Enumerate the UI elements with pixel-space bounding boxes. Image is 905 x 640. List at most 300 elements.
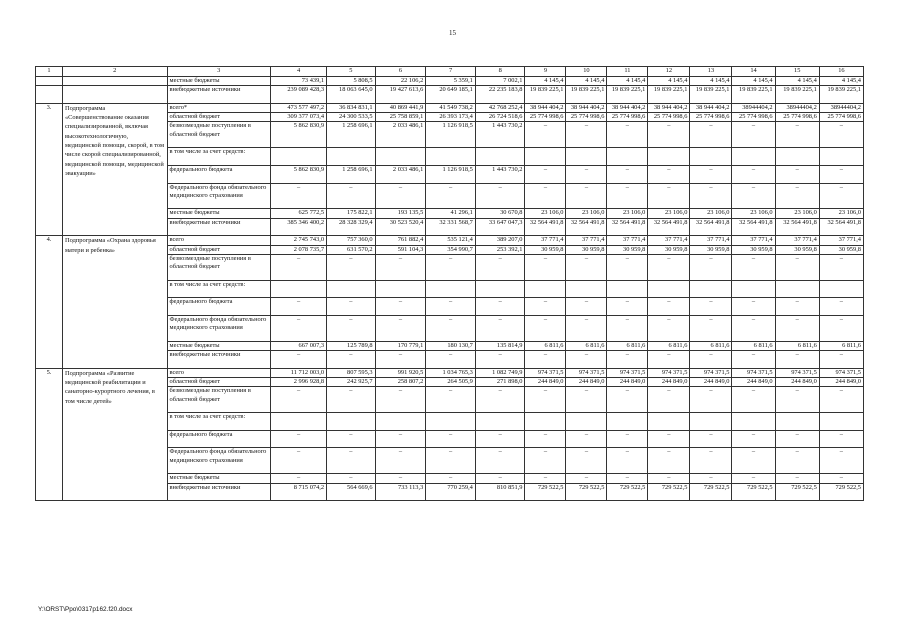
empty-program-cell [62, 86, 167, 104]
value-cell [525, 413, 566, 431]
value-cell: – [775, 387, 819, 413]
funding-source-label: внебюджетные источники [167, 483, 271, 501]
value-cell: – [271, 387, 327, 413]
value-cell: 770 259,4 [426, 483, 476, 501]
funding-source-label: областной бюджет [167, 113, 271, 122]
value-cell: – [271, 351, 327, 369]
value-cell [426, 280, 476, 298]
value-cell: 1 034 765,3 [426, 368, 476, 377]
value-cell [375, 413, 426, 431]
empty-number-cell [36, 86, 63, 104]
funding-source-label: местные бюджеты [167, 474, 271, 483]
value-cell: – [271, 298, 327, 316]
value-cell: 1 126 918,5 [426, 122, 476, 148]
value-cell: – [690, 165, 732, 183]
column-number-13: 13 [690, 67, 732, 77]
funding-source-label: федерального бюджета [167, 165, 271, 183]
value-cell [819, 148, 863, 166]
funding-table [35, 66, 864, 501]
value-cell: – [607, 298, 648, 316]
value-cell: 271 898,0 [475, 378, 525, 387]
value-cell: 5 862 830,9 [271, 122, 327, 148]
value-cell: – [775, 448, 819, 474]
column-number-16: 16 [819, 67, 863, 77]
value-cell: 729 522,5 [775, 483, 819, 501]
value-cell: 810 851,9 [475, 483, 525, 501]
value-cell: – [426, 387, 476, 413]
value-cell: 37 771,4 [648, 236, 690, 245]
value-cell: – [819, 430, 863, 448]
value-cell: 25 774 998,6 [648, 113, 690, 122]
value-cell: – [426, 316, 476, 342]
value-cell: 19 839 225,1 [607, 86, 648, 104]
value-cell: 25 774 998,6 [775, 113, 819, 122]
value-cell: 36 834 831,1 [327, 103, 376, 112]
value-cell: 30 959,8 [732, 245, 775, 254]
value-cell: – [375, 430, 426, 448]
value-cell: – [475, 387, 525, 413]
value-cell: 38 944 404,2 [690, 103, 732, 112]
program-number: 3. [36, 103, 63, 235]
value-cell: – [271, 183, 327, 209]
value-cell: 38 944 404,2 [566, 103, 607, 112]
value-cell: – [690, 183, 732, 209]
value-cell: 23 106,0 [648, 209, 690, 218]
value-cell: – [375, 387, 426, 413]
value-cell: – [475, 351, 525, 369]
value-cell: 37 771,4 [819, 236, 863, 245]
value-cell: 242 925,7 [327, 378, 376, 387]
value-cell: 19 839 225,1 [732, 86, 775, 104]
value-cell: 73 439,1 [271, 77, 327, 86]
value-cell: 32 564 491,8 [732, 218, 775, 236]
value-cell: 38944404,2 [732, 103, 775, 112]
value-cell: – [475, 254, 525, 280]
value-cell: 2 996 928,8 [271, 378, 327, 387]
value-cell: – [732, 316, 775, 342]
value-cell: 729 522,5 [648, 483, 690, 501]
value-cell: 23 106,0 [607, 209, 648, 218]
table-row [36, 103, 864, 112]
value-cell [327, 148, 376, 166]
value-cell: – [566, 351, 607, 369]
value-cell: – [775, 254, 819, 280]
value-cell: 244 849,0 [525, 378, 566, 387]
value-cell: 32 564 491,8 [648, 218, 690, 236]
value-cell: – [819, 387, 863, 413]
file-path-footer: Y:\ORST\Ppo\0317p162.f20.docx [38, 606, 133, 613]
empty-program-cell [62, 77, 167, 86]
value-cell: 729 522,5 [690, 483, 732, 501]
value-cell: – [732, 298, 775, 316]
value-cell: 38 944 404,2 [607, 103, 648, 112]
value-cell: 37 771,4 [775, 236, 819, 245]
value-cell: – [271, 254, 327, 280]
value-cell: 1 126 918,5 [426, 165, 476, 183]
value-cell: – [690, 298, 732, 316]
value-cell: – [819, 316, 863, 342]
value-cell: 625 772,5 [271, 209, 327, 218]
value-cell: 1 082 749,9 [475, 368, 525, 377]
value-cell: 4 145,4 [732, 77, 775, 86]
funding-source-label: в том числе за счет средств: [167, 413, 271, 431]
value-cell [732, 413, 775, 431]
value-cell: 729 522,5 [607, 483, 648, 501]
value-cell: – [732, 430, 775, 448]
value-cell: 5 808,5 [327, 77, 376, 86]
funding-source-label: всего* [167, 103, 271, 112]
value-cell: 193 135,5 [375, 209, 426, 218]
value-cell: – [525, 316, 566, 342]
value-cell: – [648, 165, 690, 183]
funding-source-label: федерального бюджета [167, 298, 271, 316]
funding-source-label: внебюджетные источники [167, 218, 271, 236]
value-cell [607, 148, 648, 166]
value-cell: 244 849,0 [775, 378, 819, 387]
value-cell [648, 148, 690, 166]
value-cell: – [271, 316, 327, 342]
value-cell [566, 280, 607, 298]
value-cell: – [566, 183, 607, 209]
value-cell: – [732, 448, 775, 474]
value-cell: 974 371,5 [819, 368, 863, 377]
value-cell: 38 944 404,2 [648, 103, 690, 112]
value-cell: – [566, 448, 607, 474]
value-cell: 23 106,0 [566, 209, 607, 218]
value-cell: – [607, 448, 648, 474]
value-cell: 4 145,4 [819, 77, 863, 86]
value-cell [327, 413, 376, 431]
empty-number-cell [36, 77, 63, 86]
header-row [36, 67, 864, 77]
value-cell [648, 280, 690, 298]
value-cell: – [566, 474, 607, 483]
value-cell: – [732, 122, 775, 148]
value-cell: 32 331 568,7 [426, 218, 476, 236]
value-cell: – [327, 254, 376, 280]
column-number-1: 1 [36, 67, 63, 77]
value-cell: 253 392,1 [475, 245, 525, 254]
value-cell: 30 959,8 [819, 245, 863, 254]
value-cell: 757 360,0 [327, 236, 376, 245]
value-cell: – [819, 351, 863, 369]
value-cell: – [327, 448, 376, 474]
value-cell: 180 130,7 [426, 341, 476, 350]
value-cell: – [426, 254, 476, 280]
value-cell: 729 522,5 [732, 483, 775, 501]
value-cell [271, 280, 327, 298]
value-cell: 4 145,4 [648, 77, 690, 86]
value-cell: – [732, 387, 775, 413]
value-cell: 1 258 696,1 [327, 165, 376, 183]
value-cell: 354 990,7 [426, 245, 476, 254]
value-cell: 385 346 400,2 [271, 218, 327, 236]
value-cell: 4 145,4 [607, 77, 648, 86]
value-cell: – [327, 316, 376, 342]
value-cell [732, 148, 775, 166]
value-cell: 41 296,1 [426, 209, 476, 218]
value-cell: – [775, 122, 819, 148]
value-cell: 4 145,4 [566, 77, 607, 86]
funding-source-label: в том числе за счет средств: [167, 280, 271, 298]
column-number-4: 4 [271, 67, 327, 77]
value-cell: 42 768 252,4 [475, 103, 525, 112]
value-cell [690, 148, 732, 166]
value-cell: 30 959,8 [525, 245, 566, 254]
value-cell: – [607, 183, 648, 209]
value-cell: 37 771,4 [690, 236, 732, 245]
value-cell: – [327, 298, 376, 316]
column-number-7: 7 [426, 67, 476, 77]
value-cell [690, 413, 732, 431]
value-cell: 30 959,8 [775, 245, 819, 254]
value-cell: 7 002,1 [475, 77, 525, 86]
column-number-15: 15 [775, 67, 819, 77]
value-cell: 32 564 491,8 [775, 218, 819, 236]
value-cell: – [426, 183, 476, 209]
value-cell: 22 106,2 [375, 77, 426, 86]
value-cell: 25 774 998,6 [607, 113, 648, 122]
value-cell: 25 774 998,6 [690, 113, 732, 122]
value-cell: 309 377 073,4 [271, 113, 327, 122]
value-cell: 991 920,5 [375, 368, 426, 377]
value-cell [327, 280, 376, 298]
value-cell [525, 148, 566, 166]
value-cell: – [690, 351, 732, 369]
value-cell [426, 413, 476, 431]
value-cell: 6 811,6 [690, 341, 732, 350]
value-cell: – [375, 298, 426, 316]
value-cell: 2 745 743,0 [271, 236, 327, 245]
value-cell: – [648, 351, 690, 369]
value-cell: 19 839 225,1 [690, 86, 732, 104]
value-cell [271, 148, 327, 166]
value-cell: 2 033 486,1 [375, 122, 426, 148]
value-cell: 23 106,0 [775, 209, 819, 218]
value-cell: – [525, 351, 566, 369]
column-number-14: 14 [732, 67, 775, 77]
value-cell: 37 771,4 [566, 236, 607, 245]
value-cell: 37 771,4 [525, 236, 566, 245]
value-cell: 729 522,5 [525, 483, 566, 501]
value-cell: – [475, 298, 525, 316]
funding-source-label: местные бюджеты [167, 341, 271, 350]
value-cell [775, 148, 819, 166]
funding-source-label: Федерального фонда обязательного медицинского страхования [167, 316, 271, 342]
value-cell [426, 148, 476, 166]
value-cell: 6 811,6 [775, 341, 819, 350]
value-cell: 40 869 441,9 [375, 103, 426, 112]
value-cell: 6 811,6 [732, 341, 775, 350]
value-cell: 974 371,5 [525, 368, 566, 377]
value-cell: – [475, 448, 525, 474]
value-cell: – [732, 474, 775, 483]
value-cell: 4 145,4 [775, 77, 819, 86]
value-cell: – [819, 183, 863, 209]
value-cell: – [327, 387, 376, 413]
value-cell: 244 849,0 [732, 378, 775, 387]
table-row [36, 77, 864, 86]
value-cell: – [525, 183, 566, 209]
value-cell: 5 862 830,9 [271, 165, 327, 183]
value-cell: – [525, 298, 566, 316]
value-cell: 6 811,6 [648, 341, 690, 350]
value-cell: 239 089 428,3 [271, 86, 327, 104]
value-cell: – [271, 474, 327, 483]
value-cell [690, 280, 732, 298]
value-cell: 389 207,0 [475, 236, 525, 245]
value-cell: – [375, 448, 426, 474]
value-cell: 28 328 329,4 [327, 218, 376, 236]
value-cell: – [775, 316, 819, 342]
funding-source-label: Федерального фонда обязательного медицинского страхования [167, 448, 271, 474]
value-cell: 24 300 533,5 [327, 113, 376, 122]
value-cell: 6 811,6 [525, 341, 566, 350]
value-cell: – [648, 183, 690, 209]
value-cell: 264 505,9 [426, 378, 476, 387]
value-cell: 23 106,0 [732, 209, 775, 218]
funding-source-label: всего [167, 368, 271, 377]
value-cell: – [327, 430, 376, 448]
value-cell: 19 427 613,6 [375, 86, 426, 104]
value-cell: – [648, 387, 690, 413]
value-cell: – [426, 298, 476, 316]
value-cell: – [775, 298, 819, 316]
value-cell: 30 959,8 [607, 245, 648, 254]
program-name: Подпрограмма «Совершенствование оказания специализированной, включая высокотехнологичную, медицинской помощи, скорой, в том числе скорой специализированной, медицинской помощи, медицинской эвакуации» [62, 103, 167, 235]
value-cell: 807 595,3 [327, 368, 376, 377]
value-cell: 244 849,0 [607, 378, 648, 387]
value-cell [775, 413, 819, 431]
value-cell: – [327, 351, 376, 369]
value-cell: – [648, 298, 690, 316]
value-cell: 631 570,2 [327, 245, 376, 254]
value-cell: 729 522,5 [819, 483, 863, 501]
program-number: 5. [36, 368, 63, 500]
value-cell: – [426, 474, 476, 483]
value-cell [819, 413, 863, 431]
value-cell: – [426, 351, 476, 369]
value-cell: – [690, 430, 732, 448]
value-cell [566, 413, 607, 431]
value-cell: – [648, 448, 690, 474]
value-cell: – [375, 183, 426, 209]
value-cell: 564 669,6 [327, 483, 376, 501]
value-cell [525, 280, 566, 298]
value-cell: – [607, 351, 648, 369]
value-cell: 244 849,0 [819, 378, 863, 387]
value-cell: 19 839 225,1 [648, 86, 690, 104]
value-cell: 6 811,6 [819, 341, 863, 350]
value-cell: 667 007,3 [271, 341, 327, 350]
value-cell: 32 564 491,8 [690, 218, 732, 236]
value-cell: – [732, 351, 775, 369]
value-cell: – [607, 316, 648, 342]
value-cell: – [566, 298, 607, 316]
value-cell: 6 811,6 [566, 341, 607, 350]
value-cell: – [690, 122, 732, 148]
program-name: Подпрограмма «Развитие медицинской реабилитации и санаторно-курортного лечения, в том числе детей» [62, 368, 167, 500]
value-cell: 244 849,0 [566, 378, 607, 387]
value-cell: – [775, 351, 819, 369]
value-cell: – [819, 165, 863, 183]
value-cell: – [375, 474, 426, 483]
program-name: Подпрограмма «Охрана здоровья матери и ребенка» [62, 236, 167, 368]
value-cell: 8 715 074,2 [271, 483, 327, 501]
value-cell: 38 944 404,2 [525, 103, 566, 112]
value-cell: – [525, 387, 566, 413]
value-cell: – [648, 316, 690, 342]
value-cell: 25 774 998,6 [566, 113, 607, 122]
value-cell [375, 148, 426, 166]
value-cell: 733 113,3 [375, 483, 426, 501]
value-cell: 26 393 173,4 [426, 113, 476, 122]
value-cell: 23 106,0 [819, 209, 863, 218]
value-cell: 23 106,0 [690, 209, 732, 218]
funding-source-label: безвозмездные поступления в областной бюджет [167, 122, 271, 148]
value-cell: 2 078 735,7 [271, 245, 327, 254]
value-cell: – [525, 474, 566, 483]
column-number-12: 12 [648, 67, 690, 77]
value-cell: – [690, 387, 732, 413]
value-cell: 32 564 491,8 [525, 218, 566, 236]
funding-source-label: безвозмездные поступления в областной бюджет [167, 387, 271, 413]
value-cell: – [648, 254, 690, 280]
column-number-10: 10 [566, 67, 607, 77]
value-cell: 25 758 859,1 [375, 113, 426, 122]
value-cell [475, 148, 525, 166]
value-cell: 175 822,1 [327, 209, 376, 218]
value-cell: – [690, 254, 732, 280]
value-cell: 258 807,2 [375, 378, 426, 387]
value-cell: 1 258 696,1 [327, 122, 376, 148]
value-cell: – [607, 254, 648, 280]
value-cell: 4 145,4 [690, 77, 732, 86]
value-cell: – [566, 430, 607, 448]
funding-source-label: областной бюджет [167, 245, 271, 254]
value-cell: – [566, 387, 607, 413]
table-row [36, 86, 864, 104]
value-cell: – [475, 183, 525, 209]
value-cell: – [566, 165, 607, 183]
funding-source-label: в том числе за счет средств: [167, 148, 271, 166]
value-cell: 33 647 047,3 [475, 218, 525, 236]
program-number: 4. [36, 236, 63, 368]
table-body [36, 67, 864, 501]
value-cell: – [648, 122, 690, 148]
value-cell: – [566, 122, 607, 148]
value-cell: 2 033 486,1 [375, 165, 426, 183]
value-cell: 135 814,9 [475, 341, 525, 350]
funding-source-label: федерального бюджета [167, 430, 271, 448]
value-cell: – [426, 430, 476, 448]
value-cell: – [607, 387, 648, 413]
value-cell: – [648, 474, 690, 483]
funding-source-label: Федерального фонда обязательного медицинского страхования [167, 183, 271, 209]
value-cell: 37 771,4 [732, 236, 775, 245]
value-cell: – [525, 448, 566, 474]
value-cell: – [607, 165, 648, 183]
funding-source-label: внебюджетные источники [167, 351, 271, 369]
funding-source-label: местные бюджеты [167, 209, 271, 218]
value-cell: – [375, 316, 426, 342]
value-cell: 25 774 998,6 [819, 113, 863, 122]
value-cell: – [775, 430, 819, 448]
value-cell: 974 371,5 [690, 368, 732, 377]
value-cell: – [566, 316, 607, 342]
value-cell: 974 371,5 [775, 368, 819, 377]
value-cell: 591 104,3 [375, 245, 426, 254]
